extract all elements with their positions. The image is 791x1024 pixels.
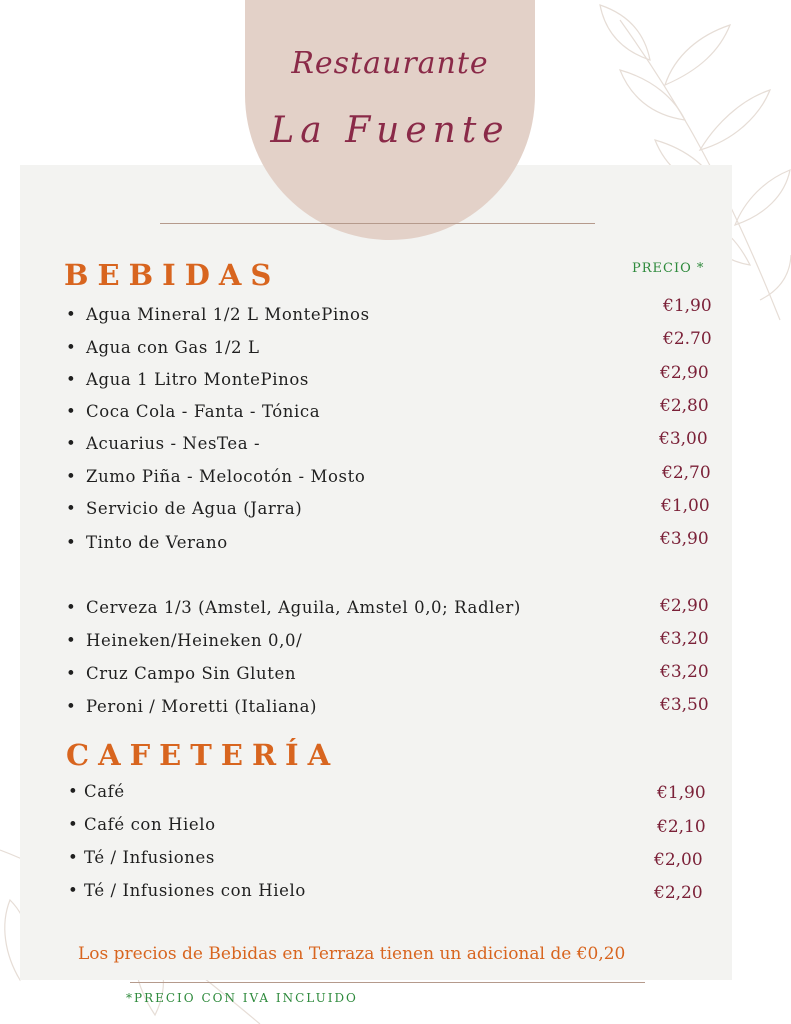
menu-item: • Té / Infusiones bbox=[68, 848, 215, 867]
menu-item: • Acuarius - NesTea - bbox=[66, 434, 261, 453]
restaurant-name-line1: Restaurante bbox=[291, 46, 489, 81]
iva-note: *PRECIO CON IVA INCLUIDO bbox=[126, 991, 358, 1005]
item-price: €2.70 bbox=[663, 329, 712, 349]
item-price: €3,90 bbox=[660, 529, 709, 549]
item-price: €2,00 bbox=[654, 850, 703, 870]
item-price: €3,50 bbox=[660, 695, 709, 715]
menu-item: • Agua Mineral 1/2 L MontePinos bbox=[66, 305, 370, 324]
menu-item: • Agua con Gas 1/2 L bbox=[66, 338, 260, 357]
item-price: €2,80 bbox=[660, 396, 709, 416]
section-title-bebidas: BEBIDAS bbox=[64, 258, 281, 292]
menu-item: • Té / Infusiones con Hielo bbox=[68, 881, 306, 900]
terrace-surcharge-note: Los precios de Bebidas en Terraza tienen un adicional de €0,20 bbox=[78, 944, 626, 964]
item-price: €1,00 bbox=[661, 496, 710, 516]
item-price: €2,20 bbox=[654, 883, 703, 903]
menu-item: • Café bbox=[68, 782, 125, 801]
menu-item: • Servicio de Agua (Jarra) bbox=[66, 499, 303, 518]
item-price: €2,90 bbox=[660, 596, 709, 616]
menu-item: • Cruz Campo Sin Gluten bbox=[66, 664, 297, 683]
item-price: €1,90 bbox=[657, 783, 706, 803]
price-column-header: PRECIO * bbox=[632, 261, 705, 276]
menu-item: • Heineken/Heineken 0,0/ bbox=[66, 631, 303, 650]
item-price: €2,90 bbox=[660, 363, 709, 383]
menu-item: • Café con Hielo bbox=[68, 815, 216, 834]
divider-bottom bbox=[130, 982, 645, 983]
menu-item: • Cerveza 1/3 (Amstel, Aguila, Amstel 0,0; Radler) bbox=[66, 598, 521, 617]
restaurant-name-line2: La Fuente bbox=[270, 110, 510, 151]
item-price: €3,00 bbox=[659, 429, 708, 449]
item-price: €3,20 bbox=[660, 662, 709, 682]
menu-item: • Tinto de Verano bbox=[66, 533, 228, 552]
menu-item: • Zumo Piña - Melocotón - Mosto bbox=[66, 467, 366, 486]
section-title-cafeteria: CAFETERÍA bbox=[66, 738, 340, 772]
item-price: €1,90 bbox=[663, 296, 712, 316]
item-price: €3,20 bbox=[660, 629, 709, 649]
divider-top bbox=[160, 223, 595, 224]
menu-item: • Coca Cola - Fanta - Tónica bbox=[66, 402, 321, 421]
menu-item: • Peroni / Moretti (Italiana) bbox=[66, 697, 318, 716]
item-price: €2,70 bbox=[662, 463, 711, 483]
menu-item: • Agua 1 Litro MontePinos bbox=[66, 370, 309, 389]
item-price: €2,10 bbox=[657, 817, 706, 837]
